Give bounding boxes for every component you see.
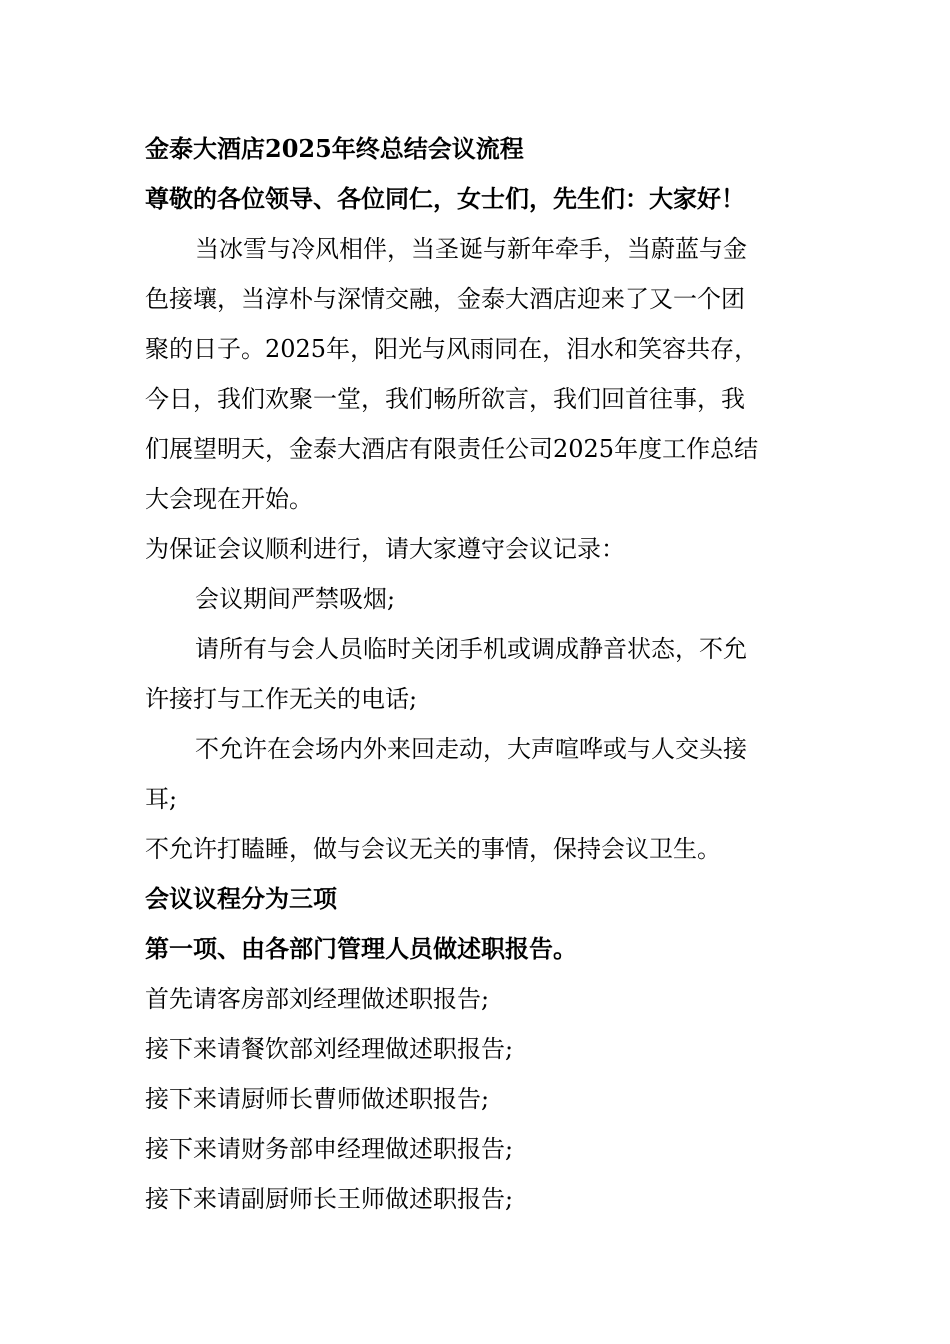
rule-no-walking-line: 耳;: [145, 785, 178, 813]
opening-paragraph-line: 大会现在开始。: [145, 485, 313, 513]
document-body: [145, 124, 810, 1224]
rule-no-sleeping: 不允许打瞌睡，做与会议无关的事情，保持会议卫生。: [145, 835, 721, 863]
opening-paragraph-line: 当冰雪与冷风相伴，当圣诞与新年牵手，当蔚蓝与金: [195, 235, 747, 263]
document-title: 金泰大酒店2025年终总结会议流程: [145, 134, 524, 163]
report-list-item: 接下来请财务部申经理做述职报告;: [145, 1135, 514, 1163]
opening-paragraph-line: 色接壤，当淳朴与深情交融，金泰大酒店迎来了又一个团: [145, 285, 745, 313]
rule-phones-line: 许接打与工作无关的电话;: [145, 685, 418, 713]
report-list-item: 接下来请副厨师长王师做述职报告;: [145, 1185, 514, 1213]
greeting: 尊敬的各位领导、各位同仁，女士们，先生们：大家好！: [145, 184, 745, 213]
agenda-heading: 会议议程分为三项: [145, 884, 337, 913]
report-list-item: 接下来请餐饮部刘经理做述职报告;: [145, 1035, 514, 1063]
report-list-item: 首先请客房部刘经理做述职报告;: [145, 985, 490, 1013]
rule-no-walking-line: 不允许在会场内外来回走动，大声喧哗或与人交头接: [195, 735, 747, 763]
opening-paragraph-line: 聚的日子。2025年，阳光与风雨同在，泪水和笑容共存，: [145, 335, 759, 363]
rules-intro: 为保证会议顺利进行，请大家遵守会议记录：: [145, 535, 625, 563]
opening-paragraph-line: 们展望明天，金泰大酒店有限责任公司2025年度工作总结: [145, 435, 759, 463]
rule-phones-line: 请所有与会人员临时关闭手机或调成静音状态，不允: [195, 635, 747, 663]
agenda-item-1-heading: 第一项、由各部门管理人员做述职报告。: [145, 934, 577, 963]
rule-no-smoking: 会议期间严禁吸烟;: [195, 585, 396, 613]
report-list-item: 接下来请厨师长曹师做述职报告;: [145, 1085, 490, 1113]
opening-paragraph-line: 今日，我们欢聚一堂，我们畅所欲言，我们回首往事，我: [145, 385, 745, 413]
